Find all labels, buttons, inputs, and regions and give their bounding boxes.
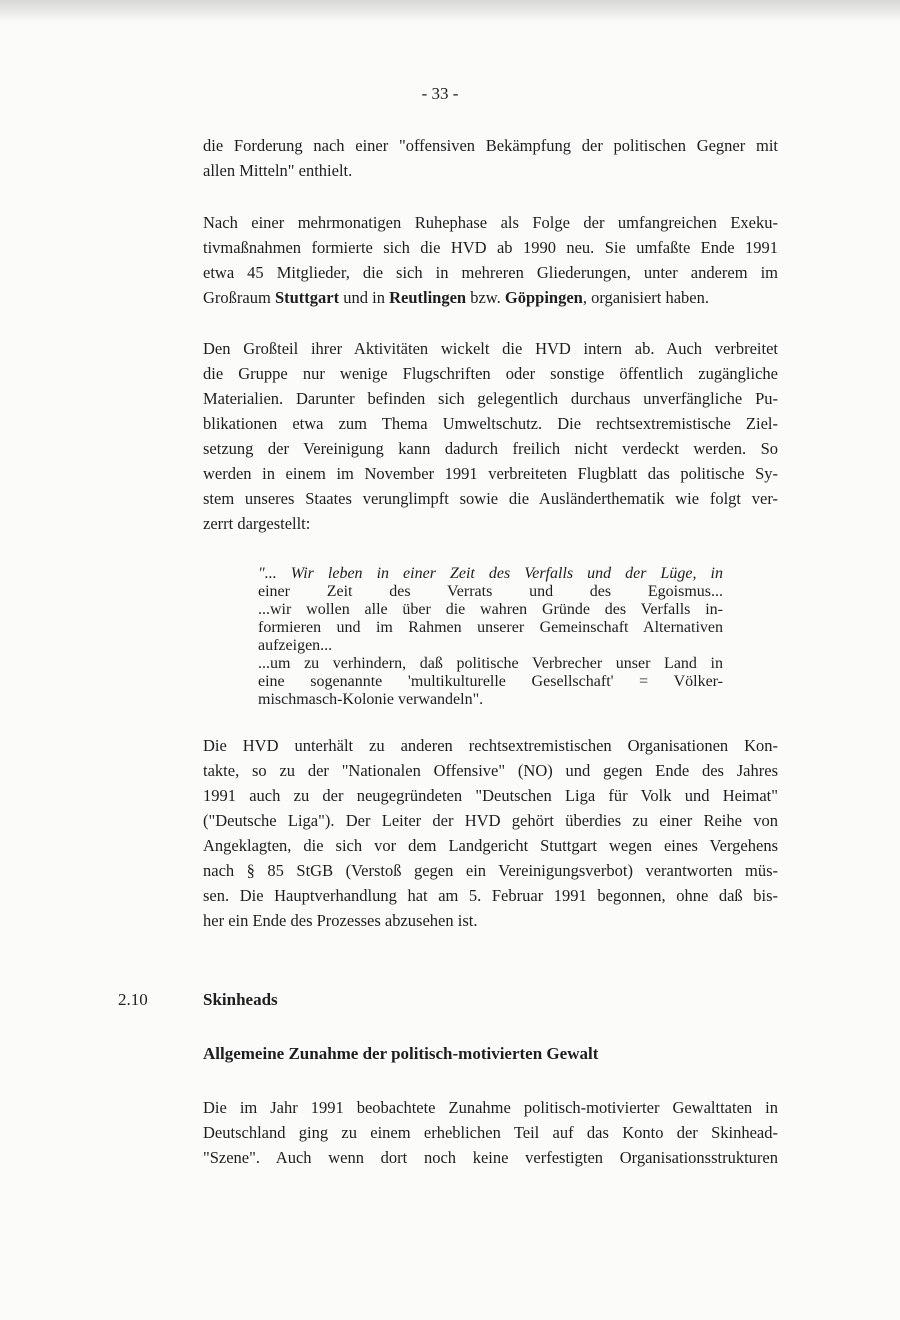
text-segment: und in bbox=[339, 288, 390, 307]
section-subtitle: Allgemeine Zunahme der politisch-motivierten Gewalt bbox=[203, 1044, 599, 1063]
text-segment: Großraum bbox=[203, 288, 275, 307]
text-line bbox=[203, 285, 778, 310]
text-line: Den Großteil ihrer Aktivitäten wickelt die HVD intern ab. Auch verbreitet bbox=[203, 339, 778, 358]
text-line: Angeklagten, die sich vor dem Landgericht Stuttgart wegen eines Vergehens bbox=[203, 836, 778, 855]
text-line: Materialien. Darunter befinden sich gelegentlich durchaus unverfängliche Pu- bbox=[203, 389, 778, 408]
text-line: allen Mitteln" enthielt. bbox=[203, 161, 353, 180]
text-line: blikationen etwa zum Thema Umweltschutz. Die rechtsextremistische Ziel- bbox=[203, 414, 778, 433]
scan-edge-shadow bbox=[0, 0, 900, 22]
page-number: - 33 - bbox=[421, 84, 459, 103]
text-line: einer Zeit des Verrats und des Egoismus... bbox=[258, 583, 723, 600]
text-line: 1991 auch zu der neugegründeten "Deutschen Liga für Volk und Heimat" bbox=[203, 786, 778, 805]
paragraph bbox=[203, 210, 778, 310]
text-line: Die HVD unterhält zu anderen rechtsextremistischen Organisationen Kon- bbox=[203, 736, 778, 755]
text-line: setzung der Vereinigung kann dadurch freilich nicht verdeckt werden. So bbox=[203, 439, 778, 458]
bold-place-name: Göppingen bbox=[504, 288, 583, 307]
text-line: sen. Die Hauptverhandlung hat am 5. Februar 1991 begonnen, ohne daß bis- bbox=[203, 886, 778, 905]
text-line: mischmasch-Kolonie verwandeln". bbox=[258, 691, 484, 708]
text-line: ("Deutsche Liga"). Der Leiter der HVD gehört überdies zu einer Reihe von bbox=[203, 811, 778, 830]
text-line: die Gruppe nur wenige Flugschriften oder sonstige öffentlich zugängliche bbox=[203, 364, 778, 383]
text-line: takte, so zu der "Nationalen Offensive" (NO) und gegen Ende des Jahres bbox=[203, 761, 778, 780]
text-line: "... Wir leben in einer Zeit des Verfalls und der Lüge, in bbox=[258, 565, 723, 582]
text-line: ...wir wollen alle über die wahren Gründe des Verfalls in- bbox=[258, 601, 723, 618]
section-number: 2.10 bbox=[118, 990, 148, 1009]
text-line: formieren und im Rahmen unserer Gemeinschaft Alternativen bbox=[258, 619, 723, 636]
text-line: eine sogenannte 'multikulturelle Gesellschaft' = Völker- bbox=[258, 673, 723, 690]
text-line: stem unseres Staates verunglimpft sowie die Ausländerthematik wie folgt ver- bbox=[203, 489, 778, 508]
text-segment: , organisiert haben. bbox=[582, 288, 710, 307]
text-line: tivmaßnahmen formierte sich die HVD ab 1990 neu. Sie umfaßte Ende 1991 bbox=[203, 238, 778, 257]
text-line: Die im Jahr 1991 beobachtete Zunahme politisch-motivierter Gewalttaten in bbox=[203, 1098, 778, 1117]
text-line: "Szene". Auch wenn dort noch keine verfestigten Organisationsstrukturen bbox=[203, 1148, 778, 1167]
bold-place-name: Stuttgart bbox=[274, 288, 340, 307]
text-line: aufzeigen... bbox=[258, 637, 333, 654]
paragraph bbox=[203, 133, 778, 183]
block-quote bbox=[258, 565, 723, 709]
text-segment: bzw. bbox=[466, 288, 505, 307]
text-line: nach § 85 StGB (Verstoß gegen ein Vereinigungsverbot) verantworten müs- bbox=[203, 861, 778, 880]
bold-place-name: Reutlingen bbox=[389, 288, 467, 307]
text-line: Deutschland ging zu einem erheblichen Teil auf das Konto der Skinhead- bbox=[203, 1123, 778, 1142]
paragraph bbox=[203, 733, 778, 933]
text-line: ...um zu verhindern, daß politische Verbrecher unser Land in bbox=[258, 655, 723, 672]
section-title: Skinheads bbox=[203, 990, 278, 1009]
text-line: werden in einem im November 1991 verbreiteten Flugblatt das politische Sy- bbox=[203, 464, 778, 483]
paragraph bbox=[203, 1095, 778, 1170]
text-line: etwa 45 Mitglieder, die sich in mehreren Gliederungen, unter anderem im bbox=[203, 263, 778, 282]
text-line: Nach einer mehrmonatigen Ruhephase als Folge der umfangreichen Exeku- bbox=[203, 213, 778, 232]
text-line: her ein Ende des Prozesses abzusehen ist. bbox=[203, 911, 478, 930]
paragraph bbox=[203, 336, 778, 536]
text-line: die Forderung nach einer "offensiven Bekämpfung der politischen Gegner mit bbox=[203, 136, 778, 155]
text-line: zerrt dargestellt: bbox=[203, 514, 311, 533]
